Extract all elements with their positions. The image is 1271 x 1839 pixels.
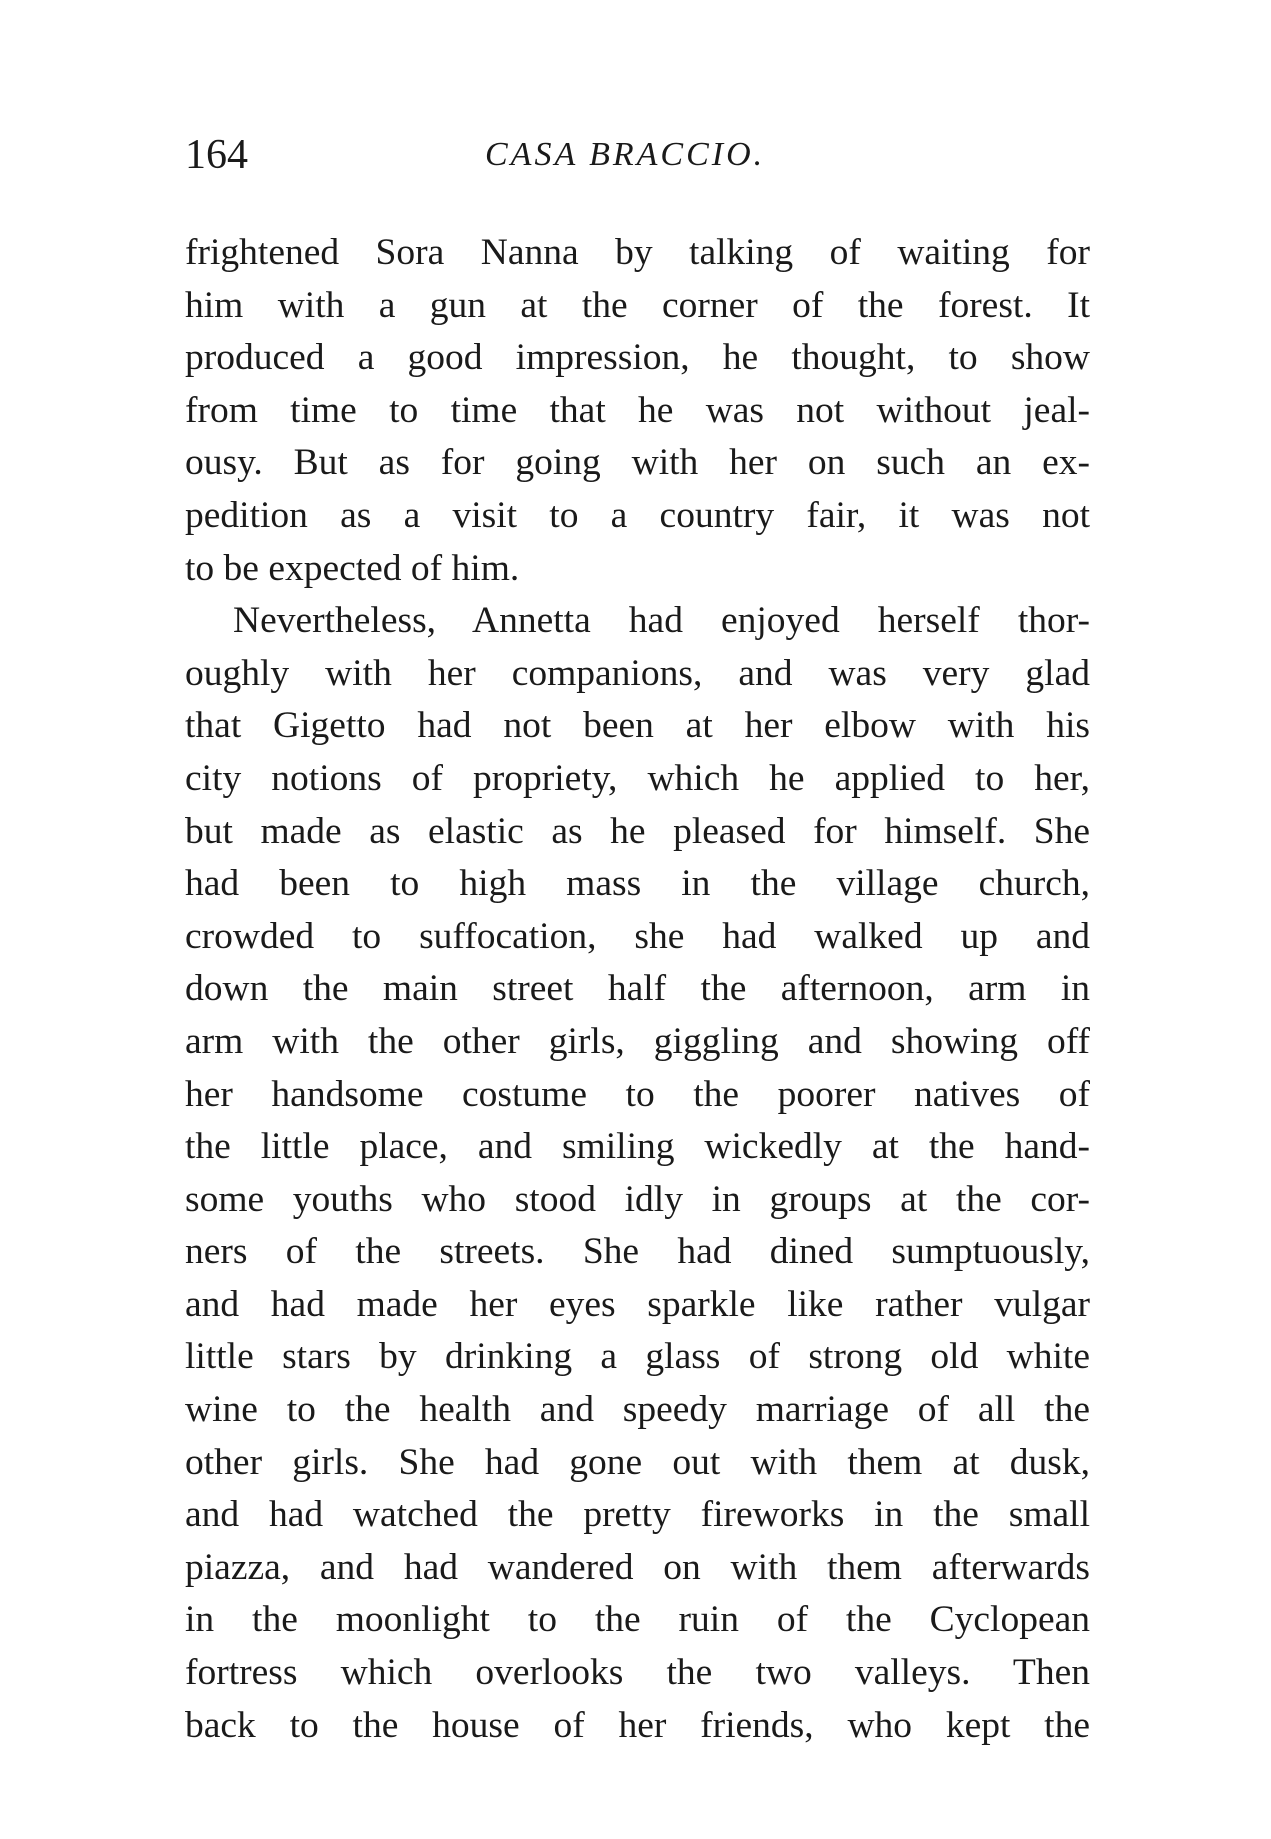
body-text (185, 227, 1090, 1752)
text-line: down the main street half the afternoon, arm in (185, 968, 1090, 1010)
text-line: produced a good impression, he thought, to show (185, 337, 1090, 379)
text-line: and had watched the pretty fireworks in the small (185, 1494, 1090, 1536)
text-line: city notions of propriety, which he applied to her, (185, 757, 1090, 799)
text-line: back to the house of her friends, who kept the (185, 1704, 1090, 1746)
text-line: to be expected of him. (185, 547, 520, 589)
text-line: some youths who stood idly in groups at the cor- (185, 1178, 1090, 1220)
text-line: from time to time that he was not without jeal- (185, 389, 1090, 431)
text-line: pedition as a visit to a country fair, it was not (185, 494, 1090, 536)
text-line: crowded to suffocation, she had walked up and (185, 915, 1090, 957)
text-line: other girls. She had gone out with them at dusk, (185, 1441, 1090, 1483)
text-line: had been to high mass in the village church, (185, 863, 1090, 905)
text-line: oughly with her companions, and was very glad (185, 652, 1090, 694)
text-line: but made as elastic as he pleased for himself. She (185, 810, 1090, 852)
text-line: that Gigetto had not been at her elbow with his (185, 705, 1090, 747)
text-line: in the moonlight to the ruin of the Cyclopean (185, 1599, 1090, 1641)
text-line: wine to the health and speedy marriage of all the (185, 1389, 1090, 1431)
text-line: little stars by drinking a glass of strong old white (185, 1336, 1090, 1378)
running-title: CASA BRACCIO. (485, 136, 766, 173)
text-line: ners of the streets. She had dined sumptuously, (185, 1231, 1090, 1273)
text-line: ousy. But as for going with her on such an ex- (185, 442, 1090, 484)
page-number: 164 (185, 132, 248, 178)
text-line: him with a gun at the corner of the forest. It (185, 284, 1090, 326)
text-line: fortress which overlooks the two valleys. Then (185, 1652, 1090, 1694)
running-head (185, 130, 1085, 180)
text-line: frightened Sora Nanna by talking of waiting for (185, 232, 1090, 273)
text-line: arm with the other girls, giggling and showing off (185, 1020, 1090, 1062)
text-line: and had made her eyes sparkle like rather vulgar (185, 1283, 1090, 1325)
text-line: the little place, and smiling wickedly at the hand- (185, 1126, 1090, 1168)
text-line: Nevertheless, Annetta had enjoyed herself thor- (233, 600, 1090, 642)
text-line: her handsome costume to the poorer natives of (185, 1073, 1090, 1115)
text-line: piazza, and had wandered on with them afterwards (185, 1546, 1090, 1588)
